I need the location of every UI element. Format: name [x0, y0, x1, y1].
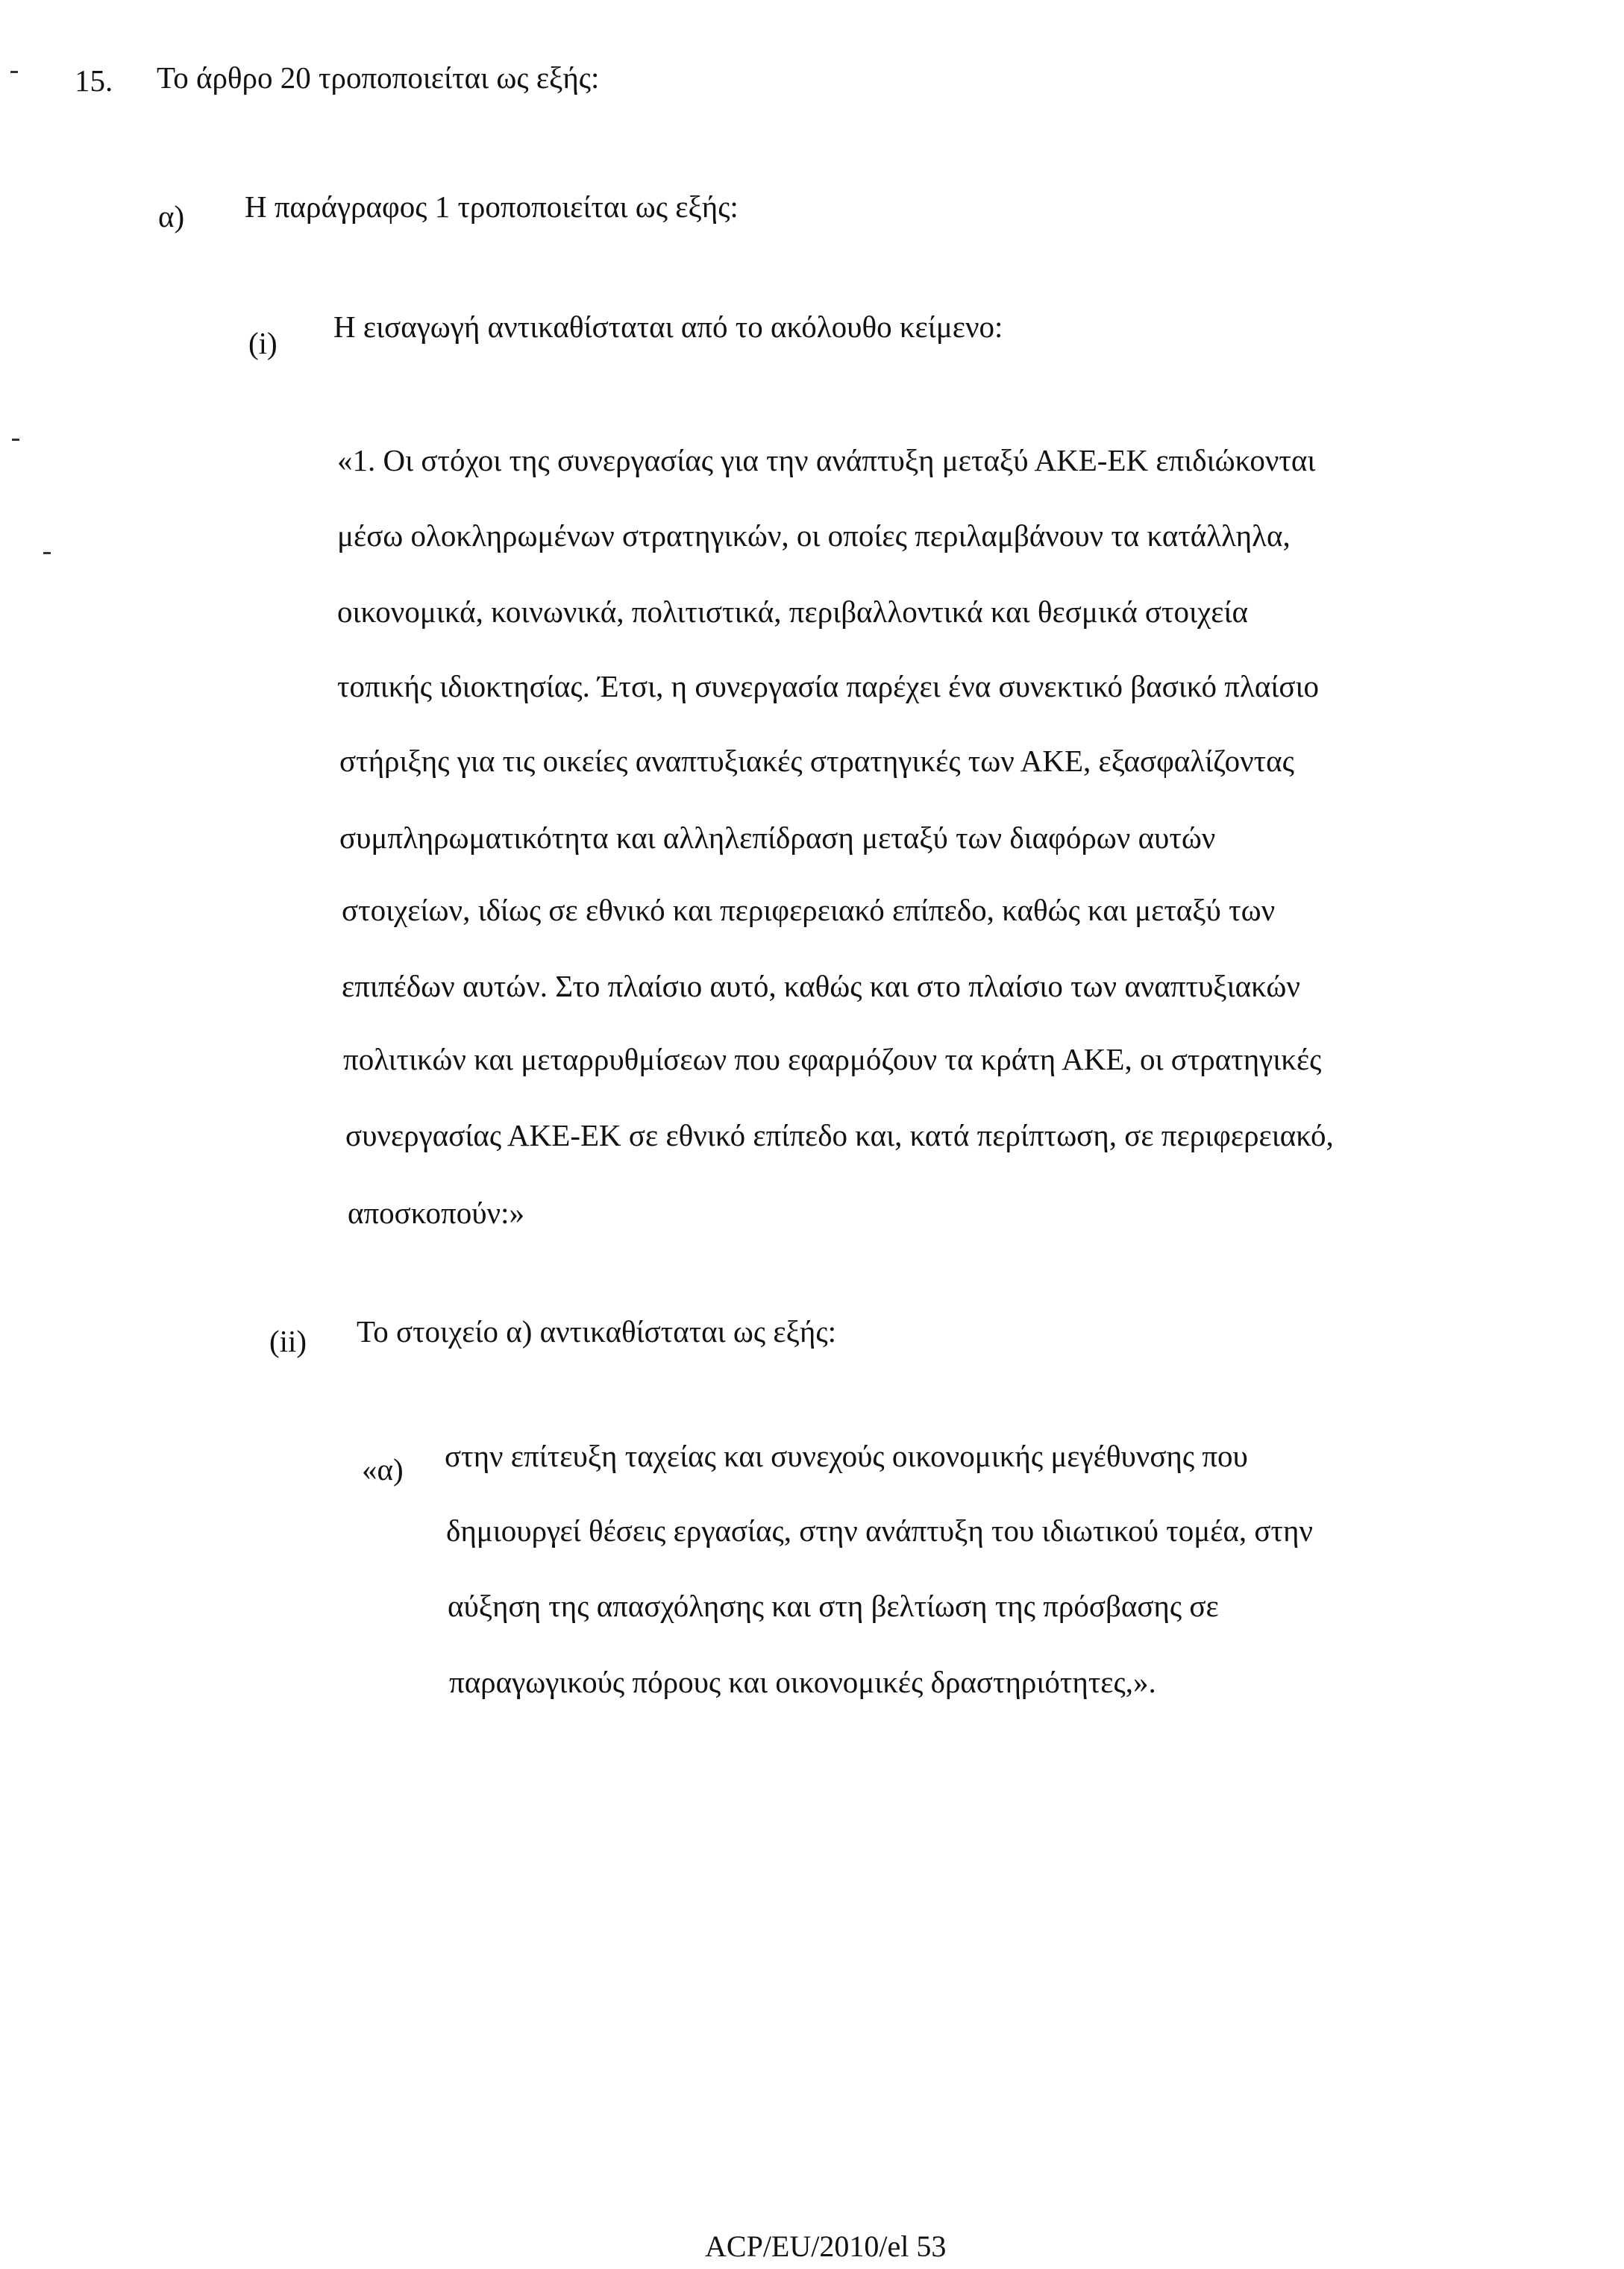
- quote-line: στην επίτευξη ταχείας και συνεχούς οικονομικής μεγέθυνσης που: [445, 1439, 1248, 1473]
- quote-line: αύξηση της απασχόλησης και στη βελτίωση της πρόσβασης σε: [448, 1589, 1219, 1623]
- quote-line: επιπέδων αυτών. Στο πλαίσιο αυτό, καθώς και στο πλαίσιο των αναπτυξιακών: [342, 969, 1300, 1003]
- quote-line: στοιχείων, ιδίως σε εθνικό και περιφερειακό επίπεδο, καθώς και μεταξύ των: [342, 893, 1276, 927]
- quote-line: συμπληρωματικότητα και αλληλεπίδραση μεταξύ των διαφόρων αυτών: [339, 820, 1216, 855]
- quote-line: οικονομικά, κοινωνικά, πολιτιστικά, περιβαλλοντικά και θεσμικά στοιχεία: [337, 594, 1248, 629]
- quote-line: δημιουργεί θέσεις εργασίας, στην ανάπτυξη του ιδιωτικού τομέα, στην: [446, 1513, 1313, 1548]
- quote-line: «1. Οι στόχοι της συνεργασίας για την ανάπτυξη μεταξύ ΑΚΕ-ΕΚ επιδιώκονται: [337, 443, 1316, 477]
- subpoint-label-ii: (ii): [269, 1324, 307, 1358]
- quote-line: αποσκοπούν:»: [348, 1196, 524, 1230]
- scan-mark: [43, 552, 51, 554]
- point-text: Η παράγραφος 1 τροποποιείται ως εξής:: [245, 189, 739, 224]
- scan-mark: [12, 439, 19, 441]
- point-label: α): [158, 199, 185, 233]
- quote-line: συνεργασίας ΑΚΕ-ΕΚ σε εθνικό επίπεδο και, κατά περίπτωση, σε περιφερειακό,: [345, 1118, 1334, 1152]
- item-text: Το άρθρο 20 τροποποιείται ως εξής:: [157, 60, 600, 95]
- quote-line: στήριξης για τις οικείες αναπτυξιακές στρατηγικές των ΑΚΕ, εξασφαλίζοντας: [339, 744, 1294, 778]
- quote-line: παραγωγικούς πόρους και οικονομικές δραστηριότητες,».: [449, 1665, 1156, 1699]
- subpoint-text-ii: Το στοιχείο α) αντικαθίσταται ως εξής:: [357, 1314, 836, 1349]
- quote-line: τοπικής ιδιοκτησίας. Έτσι, η συνεργασία παρέχει ένα συνεκτικό βασικό πλαίσιο: [337, 669, 1320, 703]
- scan-mark: [10, 71, 18, 73]
- subpoint-text-i: Η εισαγωγή αντικαθίσταται από το ακόλουθο κείμενο:: [333, 310, 1003, 344]
- quote-line: πολιτικών και μεταρρυθμίσεων που εφαρμόζουν τα κράτη ΑΚΕ, οι στρατηγικές: [343, 1042, 1322, 1076]
- item-number: 15.: [75, 63, 113, 98]
- subpoint-label-i: (i): [248, 326, 278, 360]
- quote-label: «α): [362, 1452, 404, 1487]
- quote-line: μέσω ολοκληρωμένων στρατηγικών, οι οποίες περιλαμβάνουν τα κατάλληλα,: [337, 518, 1291, 553]
- page-reference: ACP/EU/2010/el 53: [705, 2229, 947, 2263]
